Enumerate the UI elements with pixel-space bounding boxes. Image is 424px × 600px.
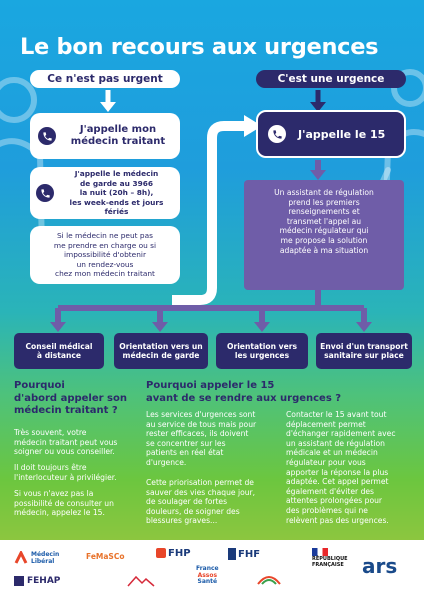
regulation-line7: adaptée à ma situation bbox=[279, 245, 369, 255]
no-appt-line3: impossibilité d'obtenir bbox=[63, 250, 146, 260]
left-p3-line2: possibilité de consulter un bbox=[14, 498, 114, 508]
right-p-line6: régulateur pour vous bbox=[286, 457, 366, 467]
call-15-box bbox=[256, 110, 406, 158]
left-heading-line3: médecin traitant ? bbox=[14, 405, 118, 416]
medecin-liberal-text-1: Médecin bbox=[31, 551, 60, 558]
logo-ars: ars bbox=[362, 554, 398, 578]
logo-fhp bbox=[156, 548, 191, 558]
right-p-line4: un assistant de régulation bbox=[286, 438, 385, 448]
france-assos-text-2: Assos bbox=[197, 571, 218, 579]
regulation-description bbox=[244, 180, 404, 290]
mid-p1-line6: d'urgence. bbox=[146, 457, 187, 467]
call-doctor-box bbox=[30, 113, 180, 159]
call-doctor-line1: J'appelle mon bbox=[79, 123, 157, 135]
outcome-3-line1: Orientation vers bbox=[227, 341, 297, 351]
mid-p2-line3: de soulager de fortes bbox=[146, 497, 228, 507]
mid-p1-line1: Les services d'urgences sont bbox=[146, 410, 256, 419]
left-p1-line3: soigner ou vous conseiller. bbox=[14, 447, 115, 457]
logo-femasco: FeMaSCo bbox=[86, 552, 125, 561]
on-call-line1: J'appelle le médecin bbox=[74, 169, 159, 179]
republique-text-1: RÉPUBLIQUE bbox=[312, 556, 348, 562]
page-title: Le bon recours aux urgences bbox=[20, 34, 379, 60]
france-assos-text-1: France bbox=[196, 565, 219, 572]
right-p-line2: déplacement permet bbox=[286, 419, 366, 429]
left-p1-line1: Très souvent, votre bbox=[14, 428, 87, 437]
logo-medecin-liberal bbox=[14, 548, 74, 568]
right-p-line10: attentes prolongées pour bbox=[286, 496, 383, 506]
mid-p1-line5: patients en réel état bbox=[146, 448, 224, 458]
mountain-logo-icon bbox=[126, 574, 156, 588]
mid-p2-line4: douleurs, de soigner des bbox=[146, 506, 240, 516]
medecin-liberal-text-2: Libéral bbox=[31, 558, 55, 565]
right-p-line3: d'échanger rapidement avec bbox=[286, 429, 396, 439]
regulation-line4: transmet l'appel au bbox=[286, 216, 362, 226]
left-heading-line2: d'abord appeler son bbox=[14, 392, 127, 404]
left-p2-line2: l'interlocuteur à privilégier. bbox=[14, 472, 117, 482]
logo-republique bbox=[312, 548, 348, 568]
call-doctor-line2: médecin traitant bbox=[70, 136, 166, 147]
left-heading-line1: Pourquoi bbox=[14, 380, 65, 391]
left-paragraph-3 bbox=[14, 489, 144, 518]
no-appointment-box bbox=[30, 226, 180, 284]
outcome-1-line2: à distance bbox=[36, 351, 82, 360]
fhp-text: FHP bbox=[168, 547, 191, 559]
right-paragraph bbox=[286, 410, 416, 525]
regulation-line5: médecin régulateur qui bbox=[279, 226, 369, 236]
fehap-text: FEHAP bbox=[27, 575, 61, 586]
right-heading-line2: avant de se rendre aux urgences ? bbox=[146, 392, 342, 404]
regulation-line2: prend les premiers bbox=[288, 197, 360, 207]
ministry-logo-icon bbox=[254, 570, 284, 588]
logo-fehap bbox=[14, 576, 60, 586]
right-heading-line1: Pourquoi appeler le 15 bbox=[146, 380, 275, 391]
left-p3-line3: médecin, appelez le 15. bbox=[14, 508, 105, 518]
france-assos-text-3: Santé bbox=[197, 578, 218, 585]
outcome-on-call-doctor bbox=[114, 333, 208, 369]
right-p-line8: adaptée. Cet appel permet bbox=[286, 477, 389, 487]
middle-paragraph-2 bbox=[146, 478, 278, 526]
outcome-emergency-room bbox=[216, 333, 308, 369]
no-appt-line1: Si le médecin ne peut pas bbox=[56, 231, 153, 241]
logo-france-assos bbox=[196, 566, 219, 586]
outcome-3-line2: les urgences bbox=[234, 351, 290, 360]
fhf-text: FHF bbox=[238, 548, 261, 560]
right-heading bbox=[146, 380, 416, 405]
right-p-line9: également d'éviter des bbox=[286, 486, 375, 496]
left-p2-line1: Il doit toujours être bbox=[14, 463, 87, 472]
regulation-line1: Un assistant de régulation bbox=[274, 188, 374, 197]
mid-p1-line2: au service de tous mais pour bbox=[146, 419, 257, 429]
left-heading bbox=[14, 380, 144, 418]
on-call-line3: la nuit (20h – 8h), bbox=[79, 188, 154, 198]
logo-fhf bbox=[228, 548, 260, 560]
left-p1-line2: médecin traitant peut vous bbox=[14, 437, 118, 447]
mid-p1-line4: se concentrer sur les bbox=[146, 438, 226, 448]
right-p-line11: des problèmes qui ne bbox=[286, 505, 368, 515]
right-p-line12: relèvent pas des urgences. bbox=[286, 515, 389, 525]
middle-paragraph-1 bbox=[146, 410, 278, 468]
outcome-2-line2: médecin de garde bbox=[122, 351, 200, 360]
right-p-line1: Contacter le 15 avant tout bbox=[286, 410, 387, 419]
right-p-line5: médicale et un médecin bbox=[286, 448, 378, 458]
mid-p2-line5: blessures graves... bbox=[146, 516, 218, 526]
no-appt-line2: me prendre en charge ou si bbox=[53, 240, 157, 250]
on-call-line4: les week-ends et jours fériés bbox=[69, 197, 164, 217]
not-urgent-header: Ce n'est pas urgent bbox=[30, 70, 180, 88]
right-p-line7: apporter la réponse la plus bbox=[286, 467, 389, 477]
outcome-4-line1: Envoi d'un transport bbox=[320, 341, 408, 351]
heart-logo-icon bbox=[14, 551, 28, 565]
phone-icon bbox=[268, 125, 286, 143]
outcome-transport bbox=[316, 333, 412, 369]
left-paragraph-1 bbox=[14, 428, 144, 457]
outcome-2-line1: Orientation vers un bbox=[119, 341, 203, 351]
on-call-line2: de garde au 3966 bbox=[79, 178, 154, 188]
regulation-line6: me propose la solution bbox=[280, 235, 368, 245]
outcome-4-line2: sanitaire sur place bbox=[324, 351, 404, 360]
outcome-1-line1: Conseil médical bbox=[25, 341, 93, 351]
outcome-remote-advice bbox=[14, 333, 104, 369]
urgent-header: C'est une urgence bbox=[256, 70, 406, 88]
phone-icon bbox=[36, 184, 54, 202]
phone-icon bbox=[38, 127, 56, 145]
call-15-label: J'appelle le 15 bbox=[298, 127, 386, 141]
mid-p2-line2: sauver des vies chaque jour, bbox=[146, 487, 256, 497]
regulation-line3: renseignements et bbox=[288, 207, 360, 217]
left-paragraph-2 bbox=[14, 463, 144, 482]
mid-p1-line3: rester efficaces, ils doivent bbox=[146, 429, 249, 439]
republique-text-2: FRANÇAISE bbox=[312, 562, 344, 568]
left-p3-line1: Si vous n'avez pas la bbox=[14, 489, 94, 498]
no-appt-line4: un rendez-vous bbox=[76, 259, 134, 269]
mid-p2-line1: Cette priorisation permet de bbox=[146, 478, 254, 487]
no-appt-line5: chez mon médecin traitant bbox=[55, 269, 155, 279]
on-call-doctor-box bbox=[30, 167, 180, 219]
